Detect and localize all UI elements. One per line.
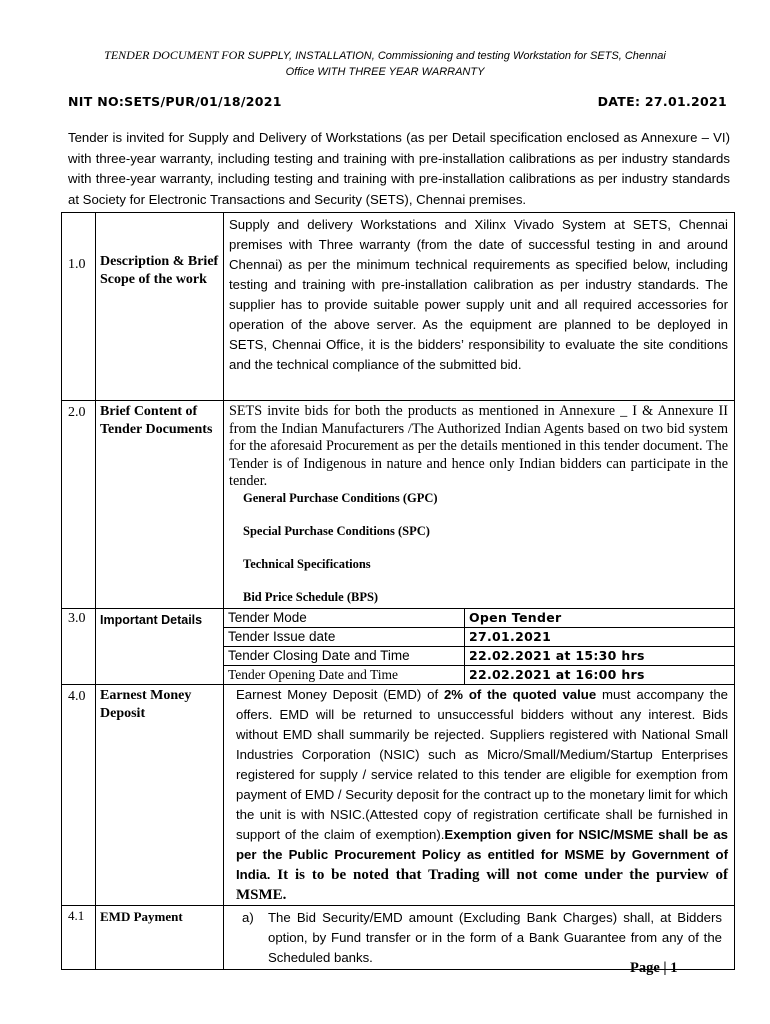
list-item: Technical Specifications bbox=[243, 556, 371, 571]
emd-trading-note: It is to be noted that Trading will not come under the purview of MSME. bbox=[236, 866, 728, 903]
emd-percentage: 2% of the quoted value bbox=[443, 686, 597, 702]
list-item: Bid Price Schedule (BPS) bbox=[243, 589, 379, 604]
section-number: 1.0 bbox=[62, 213, 96, 401]
section-row bbox=[62, 608, 735, 684]
detail-key: Tender Closing Date and Time bbox=[224, 646, 465, 665]
tender-details-table bbox=[61, 212, 735, 970]
section-row bbox=[62, 401, 735, 609]
section-number: 4.1 bbox=[62, 905, 96, 969]
section-number: 4.0 bbox=[62, 684, 96, 905]
detail-key: Tender Mode bbox=[224, 609, 465, 628]
detail-value: 22.02.2021 at 15:30 hrs bbox=[465, 646, 735, 665]
list-item bbox=[224, 908, 722, 968]
header-title-line1 bbox=[40, 47, 730, 64]
emd-text-part: must accompany the offers. EMD will be returned to unsuccessful bidders without any interest. Bids without EMD shall summarily be rejected. Suppliers registered with National Small Industries Corporation (NSIC) such as Micro/Small/Medium/Startup Enterprises registered for supply / service related to this tender are eligible for exemption from payment of EMD / Security deposit for the contract up to the monetary limit for which the unit is with NSIC.(Attested copy of registration certificate shall be furnished in support of the claim of exemption). bbox=[236, 686, 728, 842]
section-text: Supply and delivery Workstations and Xilinx Vivado System at SETS, Chennai premises with Three warranty (from the date of successful testing in and around Chennai) as per the minimum technical requirements as specified below, including testing and training with pre-installation calibration as per industry standards. The supplier has to provide suitable power supply unit and all required accessories for operation of the above server. As the equipment are planned to be deployed in SETS, Chennai Office, it is the bidders’ responsibility to evaluate the site conditions and the technical compliance of the submitted bid. bbox=[224, 213, 735, 401]
page-footer bbox=[630, 960, 678, 977]
important-details-table bbox=[224, 609, 734, 684]
tender-document-list bbox=[229, 491, 728, 608]
table-row bbox=[224, 665, 734, 684]
header-title-line2 bbox=[40, 63, 730, 80]
detail-value: 27.01.2021 bbox=[465, 627, 735, 646]
list-item: Special Purchase Conditions (SPC) bbox=[243, 523, 430, 538]
detail-value: Open Tender bbox=[465, 609, 735, 628]
section-text: SETS invite bids for both the products as mentioned in Annexure _ I & Annexure II from the Indian Manufacturers /The Authorized Indian Agents based on two bid system for the aforesaid Procurement as per the details mentioned in this tender document. The Tender is of Indigenous in nature and hence only Indian bidders can participate in the tender. bbox=[229, 403, 728, 489]
list-item-text: The Bid Security/EMD amount (Excluding Bank Charges) shall, at Bidders option, by Fund transfer or in the form of a Bank Guarantee from any of the Scheduled banks. bbox=[268, 909, 722, 965]
section-label: Important Details bbox=[96, 608, 224, 684]
section-label: Brief Content of Tender Documents bbox=[96, 401, 224, 609]
section-label: Description & Brief Scope of the work bbox=[96, 213, 224, 401]
section-number: 2.0 bbox=[62, 401, 96, 609]
section-content bbox=[224, 401, 735, 609]
list-marker: a) bbox=[242, 909, 254, 925]
nit-number: NIT NO:SETS/PUR/01/18/2021 bbox=[68, 94, 282, 109]
section-row bbox=[62, 213, 735, 401]
header-title-serif: TENDER DOCUMENT FOR bbox=[104, 48, 248, 62]
emd-text bbox=[224, 684, 735, 905]
detail-key: Tender Opening Date and Time bbox=[224, 665, 465, 684]
detail-value: 22.02.2021 at 16:00 hrs bbox=[469, 666, 645, 682]
table-row bbox=[224, 646, 734, 665]
detail-key: Tender Issue date bbox=[224, 627, 465, 646]
list-item: General Purchase Conditions (GPC) bbox=[243, 490, 438, 505]
header-title-sans: SUPPLY, INSTALLATION, Commissioning and testing Workstation for SETS, Chennai bbox=[247, 50, 666, 62]
section-label: Earnest Money Deposit bbox=[96, 684, 224, 905]
emd-exemption-note: Exemption given for NSIC/MSME shall be as per the Public Procurement Policy as entitled for MSME by Government of India. bbox=[236, 826, 729, 882]
page-separator: | bbox=[663, 960, 667, 976]
header-line2-text: Office WITH THREE YEAR WARRANTY bbox=[285, 66, 485, 78]
important-details-cell bbox=[224, 608, 735, 684]
section-label: EMD Payment bbox=[96, 905, 224, 969]
table-row bbox=[224, 609, 734, 628]
table-row bbox=[224, 627, 734, 646]
page-label: Page bbox=[630, 960, 660, 976]
intro-paragraph: Tender is invited for Supply and Delivery of Workstations (as per Detail specification enclosed as Annexure – VI) with three-year warranty, including testing and training with pre-installation calibrations as per industry standards with three-year warranty, including testing and training with pre-installation calibrations as per industry standards at Society for Electronic Transactions and Security (SETS), Chennai premises. bbox=[68, 130, 730, 207]
page-number: 1 bbox=[670, 960, 678, 976]
emd-text-part: Earnest Money Deposit (EMD) of bbox=[236, 686, 444, 702]
tender-date: DATE: 27.01.2021 bbox=[597, 94, 727, 109]
section-row bbox=[62, 684, 735, 905]
section-number: 3.0 bbox=[62, 608, 96, 684]
